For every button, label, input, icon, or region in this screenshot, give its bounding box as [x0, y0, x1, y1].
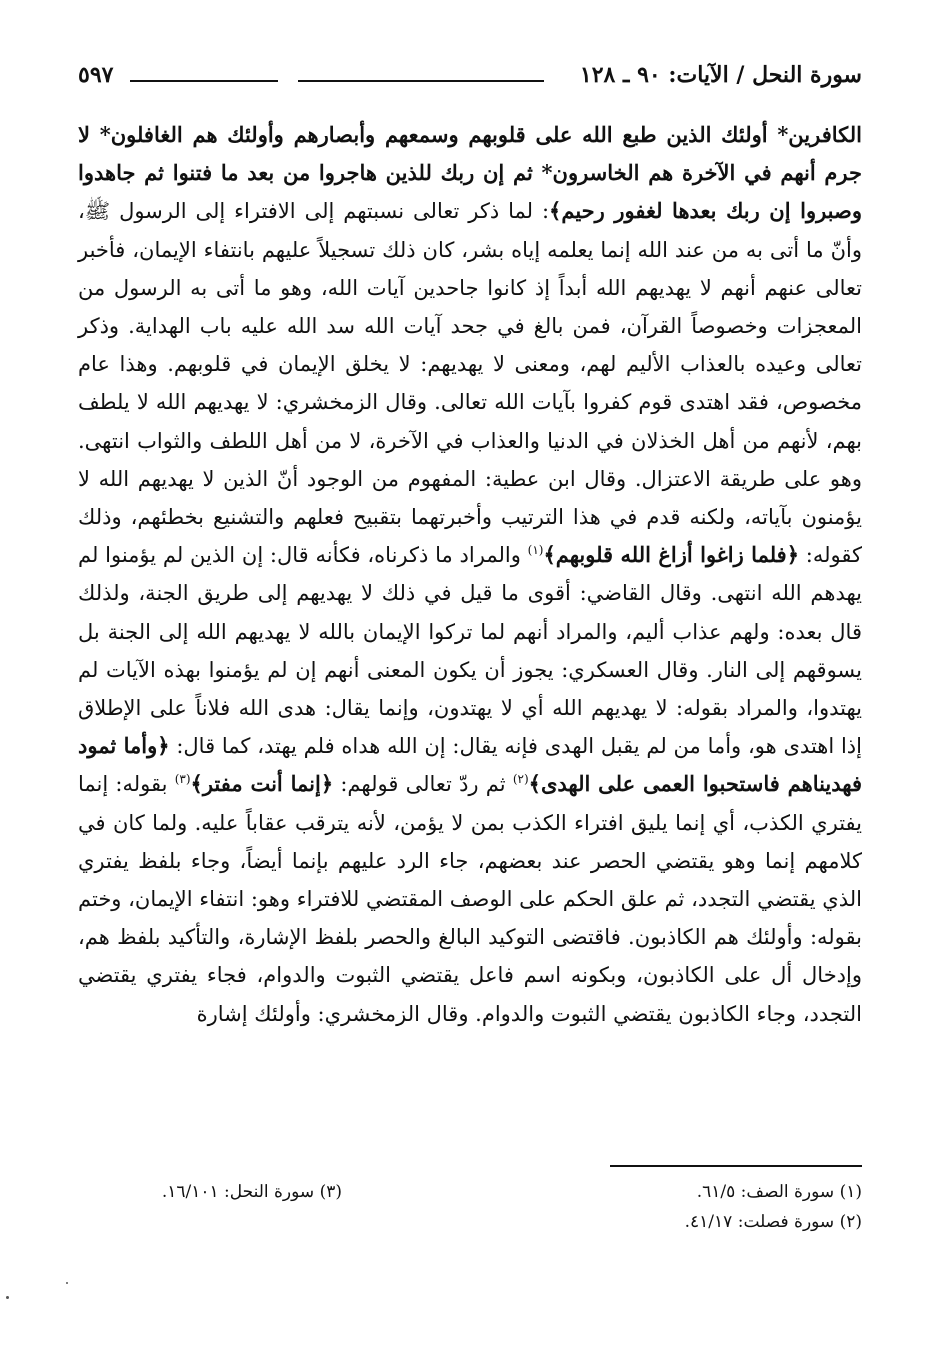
- footnote-separator: [610, 1165, 862, 1167]
- quran-verse: الكافرين* أولئك الذين طبع الله على قلوبهم وسمعهم وأبصارهم وأولئك هم الغافلون* لا جرم أنهم في الآخرة هم الخاسرون* ثم إن ربك للذين هاجروا من بعد ما فتنوا ثم جاهدوا وصبروا إن ربك بعدها لغفور رحيم﴾: [78, 122, 862, 224]
- scan-speck: [66, 1282, 68, 1284]
- commentary-text: : لما ذكر تعالى نسبتهم إلى الافتراء إلى الرسول ﷺ، وأنّ ما أتى به من عند الله إنما يعلمه إياه بشر، كان ذلك تسجيلاً عليهم بانتفاء الإيمان، فأخبر تعالى عنهم أنهم لا يهديهم الله أبداً إذ كانوا جاحدين آيات الله، وهو ما أتى به الرسول من المعجزات وخصوصاً القرآن، فمن بالغ في جحد آيات الله سد الله عليه باب الهداية. وذكر تعالى وعيده بالعذاب الأليم لهم، ومعنى لا يهديهم: لا يخلق الإيمان في قلوبهم. وهذا عام مخصوص، فقد اهتدى قوم كفروا بآيات الله تعالى. وقال الزمخشري: لا يهديهم الله لا يلطف بهم، لأنهم من أهل الخذلان في الدنيا والعذاب في الآخرة، لا من أهل اللطف والثواب انتهى. وهو على طريقة الاعتزال. وقال ابن عطية: المفهوم من الوجود أنّ الذين لا يهديهم الله لا يؤمنون بآياته، ولكنه قدم في هذا الترتيب وأخبرتهما بتقبيح فعلهم والتشنيع بخطئهم، وذلك كقوله:: [78, 199, 863, 568]
- main-text: [78, 116, 862, 1033]
- commentary-text: بقوله: إنما يفتري الكذب، أي إنما يليق افتراء الكذب بمن لا يؤمن، لأنه يترقب عقاباً عليه. ولما كان في كلامهم إنما وهو يقتضي الحصر عند بعضهم، جاء الرد عليهم بإنما أيضاً، وجاء بلفظ يفتري الذي يقتضي التجدد، ثم علق الحكم على الوصف المقتضي للافتراء وهو: انتفاء الإيمان، وختم بقوله: وأولئك هم الكاذبون. فاقتضى التوكيد البالغ والحصر بلفظ الإشارة، والتأكيد بلفظ هم، وإدخال أل على الكاذبون، وبكونه اسم فاعل يقتضي الثبوت والدوام، فجاء يفتري يقتضي التجدد، وجاء الكاذبون يقتضي الثبوت والدوام. وقال الزمخشري: وأولئك إشارة: [78, 772, 862, 1026]
- commentary-text: والمراد ما ذكرناه، فكأنه قال: إن الذين لم يؤمنوا لم يهدهم الله انتهى. وقال القاضي: أقوى ما قيل في ذلك لا يهديهم إلى طريق الجنة، ولذلك قال بعده: ولهم عذاب أليم، والمراد أنهم لما تركوا الإيمان بالله لا يهديهم الله إلى الجنة بل يسوقهم إلى النار. وقال العسكري: يجوز أن يكون المعنى أنهم إن لم يؤمنوا بهذه الآيات لم يهتدوا، والمراد بقوله: لا يهديهم الله أي لا يهتدون، وإنما يقال: هدى الله فلاناً على الإطلاق إذا اهتدى هو، وأما من لم يقبل الهدى فإنه يقال: إن الله هداه فلم يهتد، كما قال:: [78, 543, 862, 759]
- quran-quote: ﴿وأما ثمود فهديناهم فاستحبوا العمى على الهدى﴾: [78, 733, 863, 797]
- footnote-3: (٣) سورة النحل: ١٦/١٠١.: [161, 1182, 342, 1202]
- running-title: سورة النحل / الآيات: ٩٠ ـ ١٢٨: [579, 62, 862, 88]
- header-rule: [298, 80, 544, 82]
- paragraph: [78, 116, 862, 1033]
- quran-quote: ﴿فلما زاغوا أزاغ الله قلوبهم﴾: [543, 542, 800, 568]
- page-number: ٥٩٧: [78, 62, 114, 88]
- footnote-1: (١) سورة الصف: ٦١/٥.: [696, 1182, 862, 1202]
- footnotes: [78, 1178, 862, 1238]
- footnote-ref: (٣): [174, 772, 191, 787]
- quran-quote: ﴿إنما أنت مفتر﴾: [190, 771, 334, 797]
- footnote-2: (٢) سورة فصلت: ٤١/١٧.: [684, 1212, 862, 1232]
- commentary-text: ثم ردّ تعالى قولهم:: [333, 772, 513, 797]
- footnote-ref: (١): [527, 543, 544, 558]
- footnote-ref: (٢): [512, 772, 529, 787]
- page-header: [78, 58, 862, 92]
- header-rule-short: [130, 80, 278, 82]
- scan-speck: [6, 1296, 9, 1299]
